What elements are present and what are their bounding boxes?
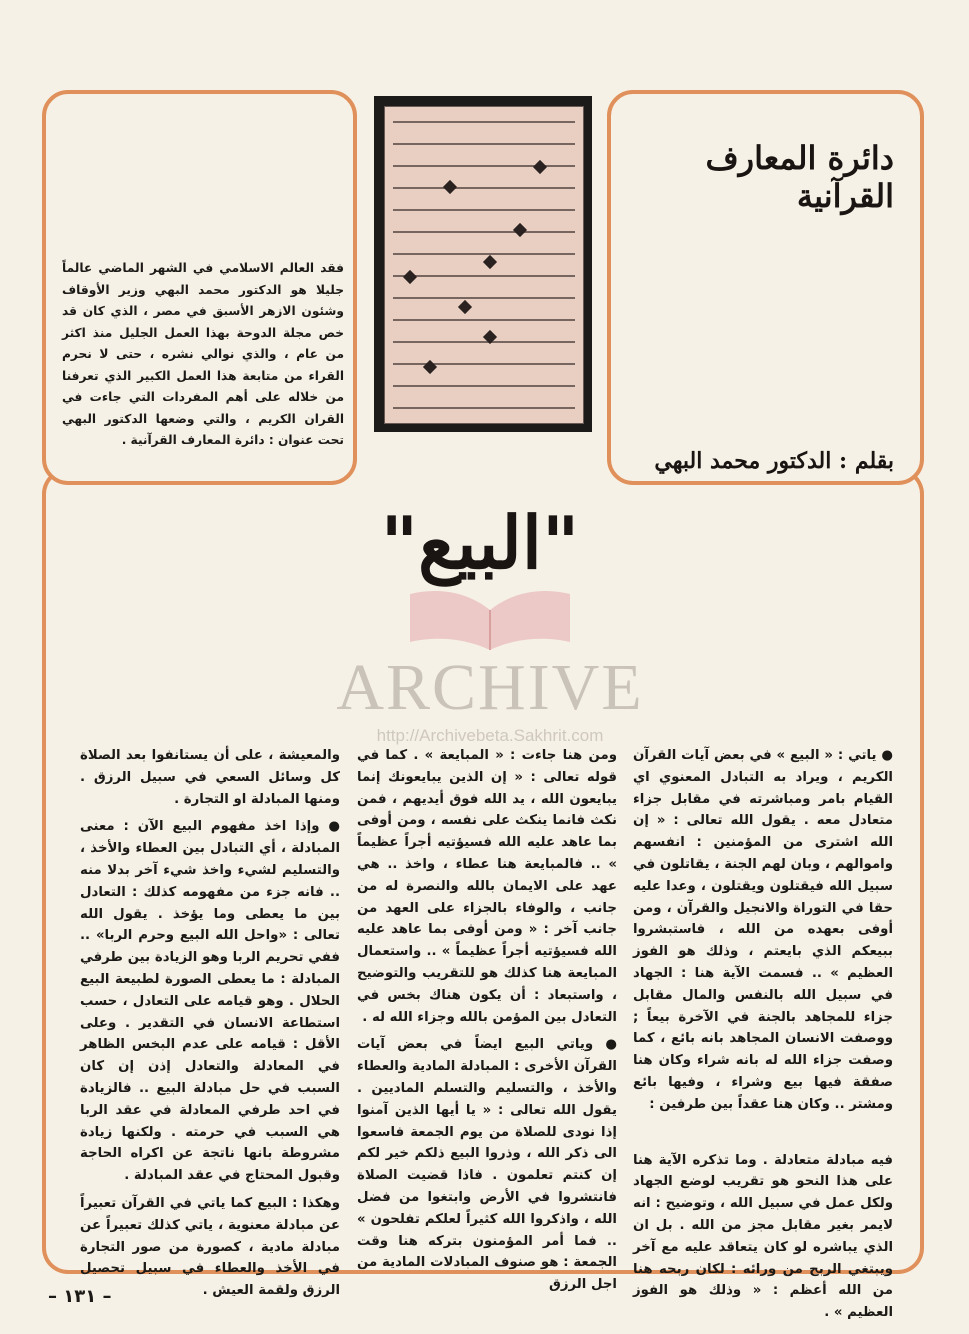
series-title	[620, 140, 894, 216]
series-title-line-2: القرآنية	[796, 177, 894, 215]
column-right-paragraph-1: ● ياتي : « البيع » في بعض آيات القرآن الكريم ، ويراد به التبادل المعنوي اي القيام بامر ومباشرته في مقابل جزاء متعادل معه . يقول الله تعالى : « إن الله اشترى من المؤمنين : انفسهم واموالهم ، وبان لهم الجنة ، يقاتلون في سبيل الله فيقتلون ويقتلون ، وعدا عليه حقا في التوراة والانجيل والقرآن ، ومن أوفى بعهده من الله ، فاستبشروا ببيعكم الذي بايعتم ، وذلك هو الفوز العظيم » .. فسمت الآية هنا : الجهاد في سبيل الله بالنفس والمال مقابل جزاء للمجاهد بالجنة في الآخرة بيعاً ; ووصفت الانسان المجاهد بانه بائع ، كما وصفت جزاء الله له بانه شراء وكان هنا صفقة فيها بيع وشراء ، وفيها بائع ومشتر .. وكان هنا عقداً بين طرفين :	[633, 748, 893, 1112]
series-title-line-1: دائرة المعارف	[705, 139, 894, 177]
column-left	[80, 745, 340, 1308]
author-byline: بقلم : الدكتور محمد البهي	[654, 448, 894, 474]
column-middle-paragraph-1: ومن هنا جاءت : « المبايعة » . كما في قوله تعالى : « إن الذين يبايعونك إنما يبايعون الله ، يد الله فوق أيديهم ، فمن نكث فانما ينكث على نفسه ، ومن أوفى بما عاهد عليه الله فسيؤتيه أجراً عظيماً » .. فالمبايعة هنا عطاء ، واخذ .. هي عهد على الايمان بالله والنصرة له من جانب ، والوفاء بالجزاء على العهد من جانب آخر : « ومن أوفى بما عاهد عليه الله فسيؤتيه أجراً عظيماً » .. واستعمال المبايعة هنا كذلك هو للتقريب والتوضيح ، واستبعاد : أن يكون هناك بخس في التعادل بين المؤمن بالله وجزاء الله له .	[357, 748, 617, 1025]
column-middle-paragraph-2: ● وياتي البيع ايضاً في بعض آيات القرآن الأخرى : المبادلة المادية والعطاء والأخذ ، والتسليم والتسلم الماديين . يقول الله تعالى : « يا أيها الذين آمنوا إذا نودى للصلاة من يوم الجمعة فاسعوا الى ذكر الله ، وذروا البيع ذلكم خير لكم إن كنتم تعلمون . فاذا قضيت الصلاة فانتشروا في الأرض وابتغوا من فضل الله ، واذكروا الله كثيراً لعلكم تفلحون » .. فما أمر المؤمنون بتركه هنا وقت الجمعة : هو صنوف المبادلات المادية من اجل الرزق	[357, 1037, 617, 1293]
article-title: "البيع"	[380, 500, 580, 585]
column-left-paragraph-3: وهكذا : البيع كما ياتي في القرآن تعبيراً عن مبادلة معنوية ، ياتي كذلك تعبيراً عن مبادلة مادية ، كصورة من صور التجارة في الأخذ والعطاء في سبيل تحصيل الرزق ولقمة العيش .	[80, 1195, 340, 1299]
column-right	[633, 745, 893, 1330]
column-left-paragraph-1: والمعيشة ، على أن يستانفوا بعد الصلاة كل وسائل السعي في سبيل الرزق . ومنها المبادلة او التجارة .	[80, 748, 340, 807]
manuscript-page	[384, 106, 584, 424]
intro-paragraph: فقد العالم الاسلامي في الشهر الماضي عالماً جليلا هو الدكتور محمد البهي وزير الأوقاف وشئون الازهر الأسبق في مصر ، الذي كان قد خص مجلة الدوحة بهذا العمل الجليل منذ اكثر من عام ، والذي نوالي نشره ، حتى لا نحرم القراء من متابعة هذا العمل الكبير الذي تعرفنا من خلاله على أهم المفردات التي جاءت في القران الكريم ، والتي وضعها الدكتور البهي تحت عنوان : دائرة المعارف القرآنية .	[62, 261, 344, 447]
page-number: – ١٣١ –	[48, 1286, 112, 1307]
watermark-url: http://Archivebeta.Sakhrit.com	[376, 726, 604, 745]
watermark-brand: ARCHIVE	[336, 651, 644, 724]
manuscript-image	[374, 96, 592, 432]
column-middle	[357, 745, 617, 1302]
column-right-paragraph-2: فيه مبادلة متعادلة . وما تذكره الآية هنا على هذا النحو هو تقريب لوضع الجهاد ولكل عمل في سبيل الله ، وتوضيح : انه لايمر بغير مقابل مجز من الله . بل ان الذي يباشره لو كان يتعاقد عليه مع آخر ويبتغي الربح من ورائه : لكان ربحه هنا من الله أعظم : « وذلك هو الفوز العظيم » .	[633, 1152, 893, 1321]
column-left-paragraph-2: ● وإذا اخذ مفهوم البيع الآن : معنى المبادلة ، أي التبادل بين العطاء والأخذ ، والتسليم لشيء واخذ شيء آخر بدلا منه .. فانه جزء من مفهومه كذلك : التعادل بين ما يعطى وما يؤخذ . يقول الله تعالى : «واحل الله البيع وحرم الربا» .. ففي تحريم الربا وهو الزيادة بين طرفي المبادلة : ما يعطى الصورة لطبيعة البيع الحلال . وهو قيامه على التعادل ، حسب استطاعة الانسان في التقدير . وعلى الأقل : قيامه على عدم البخس الظاهر في المعادلة والتعادل إذن إن كان السبب في حل مبادلة البيع .. فالزيادة في احد طرفي المعادلة في عقد الربا هي السبب في حرمته . ولكنها زيادة مشروطة بانها ناتجة عن اكراه الحاجة وقبول المحتاج في عقد المبادلة .	[80, 819, 340, 1184]
